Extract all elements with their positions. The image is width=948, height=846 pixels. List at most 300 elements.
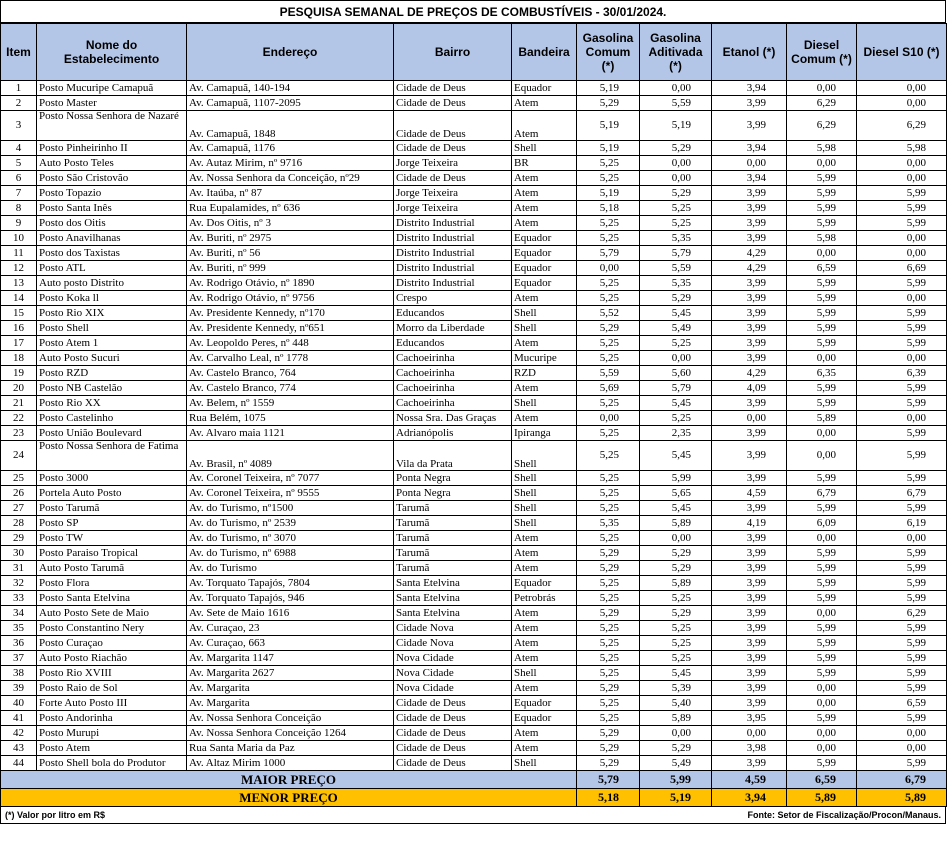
cell-brand: Equador [512,246,577,261]
cell-name: Auto Posto Teles [37,156,187,171]
cell-ethanol: 3,99 [712,636,787,651]
cell-ethanol: 3,99 [712,426,787,441]
cell-item: 19 [1,366,37,381]
cell-item: 29 [1,531,37,546]
cell-item: 6 [1,171,37,186]
max-price-row [1,771,947,789]
cell-neighborhood: Cidade de Deus [394,696,512,711]
cell-diesel: 5,99 [787,381,857,396]
cell-neighborhood: Crespo [394,291,512,306]
cell-address: Av. Camapuã, 140-194 [187,81,394,96]
cell-diesel: 6,29 [787,111,857,141]
cell-brand: Shell [512,141,577,156]
cell-gasoline: 5,25 [577,471,640,486]
cell-diesel-s10: 0,00 [857,531,947,546]
cell-brand: Atem [512,606,577,621]
cell-gasoline: 5,69 [577,381,640,396]
cell-gasoline-additive: 5,29 [640,291,712,306]
cell-diesel: 0,00 [787,606,857,621]
cell-neighborhood: Distrito Industrial [394,231,512,246]
cell-gasoline: 5,29 [577,756,640,771]
cell-brand: Atem [512,171,577,186]
cell-diesel-s10: 5,99 [857,621,947,636]
col-header-gasoline-additive: Gasolina Aditivada (*) [640,24,712,81]
cell-neighborhood: Cidade de Deus [394,741,512,756]
cell-neighborhood: Vila da Prata [394,441,512,471]
cell-name: Auto Posto Riachão [37,651,187,666]
cell-brand: Atem [512,111,577,141]
cell-gasoline-additive: 5,79 [640,246,712,261]
cell-ethanol: 3,99 [712,351,787,366]
cell-brand: Equador [512,276,577,291]
min-price-value: 3,94 [712,789,787,807]
cell-diesel: 5,99 [787,561,857,576]
cell-item: 30 [1,546,37,561]
cell-brand: Atem [512,651,577,666]
cell-gasoline: 5,29 [577,321,640,336]
cell-item: 7 [1,186,37,201]
cell-name: Posto Tarumã [37,501,187,516]
cell-ethanol: 3,99 [712,441,787,471]
cell-name: Posto Castelinho [37,411,187,426]
cell-gasoline-additive: 5,60 [640,366,712,381]
cell-item: 3 [1,111,37,141]
cell-brand: Atem [512,561,577,576]
cell-brand: Equador [512,81,577,96]
footer-note: (*) Valor por litro em R$ [5,810,106,820]
cell-diesel-s10: 0,00 [857,231,947,246]
cell-diesel: 5,99 [787,291,857,306]
max-price-value: 6,59 [787,771,857,789]
cell-item: 41 [1,711,37,726]
cell-neighborhood: Tarumã [394,501,512,516]
cell-ethanol: 3,99 [712,561,787,576]
cell-brand: Atem [512,186,577,201]
cell-item: 35 [1,621,37,636]
cell-diesel: 6,79 [787,486,857,501]
cell-diesel: 5,99 [787,276,857,291]
cell-name: Posto Murupi [37,726,187,741]
cell-item: 40 [1,696,37,711]
cell-address: Rua Belém, 1075 [187,411,394,426]
cell-item: 44 [1,756,37,771]
cell-gasoline-additive: 0,00 [640,351,712,366]
table-row [1,561,947,576]
cell-gasoline-additive: 5,25 [640,411,712,426]
cell-item: 17 [1,336,37,351]
cell-name: Posto 3000 [37,471,187,486]
cell-ethanol: 3,99 [712,501,787,516]
cell-brand: Equador [512,576,577,591]
cell-ethanol: 4,29 [712,366,787,381]
cell-neighborhood: Tarumã [394,546,512,561]
cell-gasoline-additive: 5,29 [640,546,712,561]
table-row [1,426,947,441]
cell-gasoline: 5,29 [577,606,640,621]
cell-address: Av. Alvaro maia 1121 [187,426,394,441]
cell-gasoline: 5,25 [577,396,640,411]
cell-diesel-s10: 6,29 [857,111,947,141]
cell-item: 33 [1,591,37,606]
cell-ethanol: 3,99 [712,651,787,666]
cell-brand: Petrobrás [512,591,577,606]
cell-ethanol: 3,99 [712,756,787,771]
cell-diesel-s10: 5,99 [857,756,947,771]
cell-diesel: 6,59 [787,261,857,276]
cell-ethanol: 3,95 [712,711,787,726]
cell-gasoline-additive: 5,19 [640,111,712,141]
cell-diesel-s10: 0,00 [857,741,947,756]
cell-name: Posto União Boulevard [37,426,187,441]
cell-diesel-s10: 5,99 [857,201,947,216]
cell-gasoline: 5,25 [577,636,640,651]
cell-ethanol: 3,99 [712,696,787,711]
cell-item: 43 [1,741,37,756]
cell-name: Posto Rio XIX [37,306,187,321]
cell-neighborhood: Cidade de Deus [394,96,512,111]
cell-diesel: 0,00 [787,531,857,546]
cell-ethanol: 3,99 [712,231,787,246]
cell-address: Av. Brasil, nº 4089 [187,441,394,471]
cell-diesel-s10: 6,69 [857,261,947,276]
cell-name: Posto Master [37,96,187,111]
cell-ethanol: 3,99 [712,546,787,561]
cell-brand: Shell [512,486,577,501]
table-row [1,546,947,561]
cell-name: Posto Rio XVIII [37,666,187,681]
cell-ethanol: 3,94 [712,171,787,186]
cell-brand: Shell [512,516,577,531]
cell-gasoline: 5,25 [577,156,640,171]
cell-address: Av. do Turismo, nº1500 [187,501,394,516]
cell-brand: Shell [512,306,577,321]
cell-address: Av. Dos Oitis, nº 3 [187,216,394,231]
cell-address: Av. Camapuã, 1107-2095 [187,96,394,111]
cell-ethanol: 3,99 [712,621,787,636]
cell-diesel-s10: 0,00 [857,411,947,426]
cell-ethanol: 3,99 [712,216,787,231]
cell-ethanol: 3,99 [712,591,787,606]
cell-diesel: 0,00 [787,741,857,756]
cell-name: Posto Topazio [37,186,187,201]
cell-diesel-s10: 5,99 [857,711,947,726]
cell-brand: BR [512,156,577,171]
cell-brand: Shell [512,501,577,516]
cell-neighborhood: Distrito Industrial [394,216,512,231]
price-table [0,23,947,807]
table-row [1,651,947,666]
cell-gasoline-additive: 5,49 [640,756,712,771]
cell-diesel-s10: 6,59 [857,696,947,711]
cell-gasoline-additive: 2,35 [640,426,712,441]
cell-diesel-s10: 5,99 [857,306,947,321]
cell-gasoline: 5,25 [577,531,640,546]
cell-name: Posto Mucuripe Camapuã [37,81,187,96]
table-row [1,141,947,156]
min-price-value: 5,18 [577,789,640,807]
cell-address: Av. Leopoldo Peres, nº 448 [187,336,394,351]
cell-gasoline-additive: 5,35 [640,231,712,246]
cell-ethanol: 3,99 [712,306,787,321]
cell-diesel: 5,99 [787,471,857,486]
cell-gasoline: 5,25 [577,486,640,501]
table-row [1,501,947,516]
cell-item: 23 [1,426,37,441]
cell-neighborhood: Morro da Liberdade [394,321,512,336]
table-row [1,486,947,501]
cell-name: Posto NB Castelão [37,381,187,396]
cell-gasoline: 5,79 [577,246,640,261]
table-row [1,171,947,186]
cell-diesel: 5,99 [787,336,857,351]
cell-brand: Equador [512,696,577,711]
cell-diesel: 0,00 [787,726,857,741]
table-row [1,156,947,171]
cell-item: 8 [1,201,37,216]
cell-neighborhood: Nossa Sra. Das Graças [394,411,512,426]
max-price-value: 5,79 [577,771,640,789]
cell-diesel: 5,99 [787,501,857,516]
cell-diesel-s10: 5,99 [857,576,947,591]
cell-diesel: 5,99 [787,591,857,606]
cell-gasoline: 5,25 [577,276,640,291]
table-row [1,351,947,366]
table-row [1,471,947,486]
cell-item: 24 [1,441,37,471]
cell-diesel: 5,99 [787,666,857,681]
cell-neighborhood: Cidade de Deus [394,81,512,96]
table-row [1,531,947,546]
cell-item: 13 [1,276,37,291]
cell-gasoline-additive: 5,25 [640,216,712,231]
col-header-diesel-s10: Diesel S10 (*) [857,24,947,81]
cell-ethanol: 4,29 [712,261,787,276]
cell-ethanol: 3,99 [712,321,787,336]
cell-diesel: 5,99 [787,621,857,636]
cell-name: Posto Koka ll [37,291,187,306]
cell-name: Posto Nossa Senhora de Nazaré [37,111,187,141]
cell-gasoline-additive: 5,25 [640,651,712,666]
cell-neighborhood: Educandos [394,306,512,321]
cell-diesel-s10: 0,00 [857,246,947,261]
cell-gasoline-additive: 5,45 [640,306,712,321]
cell-brand: Mucuripe [512,351,577,366]
sheet-title: PESQUISA SEMANAL DE PREÇOS DE COMBUSTÍVEIS - 30/01/2024. [0,0,946,23]
cell-item: 36 [1,636,37,651]
cell-brand: Shell [512,441,577,471]
col-header-diesel: Diesel Comum (*) [787,24,857,81]
cell-ethanol: 3,94 [712,141,787,156]
table-row [1,246,947,261]
cell-ethanol: 3,99 [712,681,787,696]
cell-neighborhood: Nova Cidade [394,651,512,666]
cell-brand: Atem [512,381,577,396]
cell-neighborhood: Santa Etelvina [394,576,512,591]
table-row [1,756,947,771]
cell-name: Posto Andorinha [37,711,187,726]
cell-diesel: 0,00 [787,81,857,96]
max-price-value: 4,59 [712,771,787,789]
cell-diesel-s10: 5,99 [857,651,947,666]
cell-gasoline: 5,25 [577,171,640,186]
cell-neighborhood: Santa Etelvina [394,606,512,621]
cell-address: Av. do Turismo, nº 6988 [187,546,394,561]
cell-gasoline: 5,59 [577,366,640,381]
cell-diesel-s10: 6,29 [857,606,947,621]
table-row [1,231,947,246]
cell-item: 27 [1,501,37,516]
cell-address: Rua Santa Maria da Paz [187,741,394,756]
cell-name: Forte Auto Posto III [37,696,187,711]
cell-address: Av. Itaúba, nº 87 [187,186,394,201]
cell-diesel-s10: 5,99 [857,216,947,231]
cell-address: Av. Camapuã, 1848 [187,111,394,141]
cell-item: 14 [1,291,37,306]
cell-address: Rua Eupalamides, nº 636 [187,201,394,216]
cell-brand: Equador [512,711,577,726]
cell-brand: Shell [512,396,577,411]
cell-brand: Atem [512,741,577,756]
cell-name: Posto Pinheirinho II [37,141,187,156]
cell-item: 10 [1,231,37,246]
cell-diesel: 5,99 [787,396,857,411]
cell-name: Posto Constantino Nery [37,621,187,636]
cell-address: Av. Nossa Senhora da Conceição, nº29 [187,171,394,186]
cell-brand: Atem [512,726,577,741]
cell-diesel-s10: 0,00 [857,291,947,306]
cell-gasoline: 5,29 [577,726,640,741]
cell-diesel: 5,99 [787,546,857,561]
cell-address: Av. Curaçao, 663 [187,636,394,651]
cell-gasoline-additive: 0,00 [640,156,712,171]
cell-gasoline: 5,25 [577,711,640,726]
cell-name: Posto ATL [37,261,187,276]
cell-gasoline-additive: 5,65 [640,486,712,501]
cell-gasoline-additive: 5,29 [640,141,712,156]
cell-neighborhood: Tarumã [394,531,512,546]
cell-brand: Equador [512,261,577,276]
cell-name: Auto Posto Sucuri [37,351,187,366]
table-row [1,636,947,651]
col-header-item: Item [1,24,37,81]
cell-gasoline-additive: 5,45 [640,441,712,471]
cell-address: Av. Castelo Branco, 764 [187,366,394,381]
cell-gasoline: 5,19 [577,141,640,156]
cell-name: Posto dos Oitis [37,216,187,231]
cell-item: 12 [1,261,37,276]
cell-gasoline: 5,25 [577,426,640,441]
cell-name: Posto Shell bola do Produtor [37,756,187,771]
cell-diesel: 5,99 [787,306,857,321]
cell-gasoline: 5,25 [577,651,640,666]
col-header-neighborhood: Bairro [394,24,512,81]
cell-gasoline-additive: 5,35 [640,276,712,291]
cell-gasoline-additive: 5,29 [640,741,712,756]
cell-item: 22 [1,411,37,426]
cell-diesel-s10: 5,99 [857,681,947,696]
cell-diesel-s10: 0,00 [857,96,947,111]
cell-neighborhood: Cidade Nova [394,636,512,651]
cell-brand: Shell [512,756,577,771]
cell-diesel-s10: 5,99 [857,501,947,516]
cell-item: 26 [1,486,37,501]
cell-gasoline: 5,25 [577,501,640,516]
cell-brand: Atem [512,336,577,351]
cell-item: 15 [1,306,37,321]
cell-item: 37 [1,651,37,666]
cell-ethanol: 3,99 [712,576,787,591]
cell-ethanol: 0,00 [712,411,787,426]
cell-address: Av. Rodrigo Otávio, nº 9756 [187,291,394,306]
cell-ethanol: 0,00 [712,156,787,171]
cell-diesel: 6,35 [787,366,857,381]
cell-address: Av. Torquato Tapajós, 946 [187,591,394,606]
table-row [1,576,947,591]
cell-diesel-s10: 6,39 [857,366,947,381]
cell-diesel: 5,99 [787,201,857,216]
cell-name: Posto Santa Etelvina [37,591,187,606]
min-price-value: 5,19 [640,789,712,807]
cell-name: Posto Atem 1 [37,336,187,351]
table-row [1,366,947,381]
cell-gasoline: 5,29 [577,561,640,576]
col-header-brand: Bandeira [512,24,577,81]
cell-address: Av. Carvalho Leal, nº 1778 [187,351,394,366]
cell-name: Posto Santa Inês [37,201,187,216]
cell-brand: Ipiranga [512,426,577,441]
cell-item: 25 [1,471,37,486]
cell-name: Posto Shell [37,321,187,336]
cell-gasoline-additive: 5,25 [640,621,712,636]
cell-gasoline-additive: 5,79 [640,381,712,396]
cell-diesel-s10: 5,98 [857,141,947,156]
cell-diesel: 5,99 [787,576,857,591]
cell-diesel-s10: 6,79 [857,486,947,501]
cell-address: Av. Castelo Branco, 774 [187,381,394,396]
cell-neighborhood: Jorge Teixeira [394,186,512,201]
cell-gasoline: 5,29 [577,741,640,756]
cell-item: 39 [1,681,37,696]
cell-name: Posto Flora [37,576,187,591]
cell-brand: RZD [512,366,577,381]
cell-item: 16 [1,321,37,336]
col-header-name: Nome do Estabelecimento [37,24,187,81]
cell-ethanol: 3,99 [712,276,787,291]
cell-ethanol: 3,99 [712,186,787,201]
min-price-value: 5,89 [857,789,947,807]
cell-diesel: 5,99 [787,636,857,651]
cell-address: Av. Autaz Mirim, nº 9716 [187,156,394,171]
header-row [1,24,947,81]
cell-address: Av. Buriti, nº 56 [187,246,394,261]
max-price-label: MAIOR PREÇO [1,771,577,789]
cell-brand: Atem [512,636,577,651]
cell-diesel-s10: 5,99 [857,186,947,201]
cell-address: Av. Margarita 1147 [187,651,394,666]
cell-diesel-s10: 5,99 [857,396,947,411]
cell-gasoline: 5,25 [577,351,640,366]
cell-neighborhood: Cachoeirinha [394,396,512,411]
cell-brand: Atem [512,531,577,546]
cell-brand: Atem [512,291,577,306]
cell-address: Av. Nossa Senhora Conceição [187,711,394,726]
cell-gasoline-additive: 5,25 [640,636,712,651]
cell-gasoline-additive: 5,25 [640,336,712,351]
col-header-address: Endereço [187,24,394,81]
cell-neighborhood: Nova Cidade [394,681,512,696]
cell-diesel-s10: 5,99 [857,276,947,291]
cell-ethanol: 3,99 [712,606,787,621]
